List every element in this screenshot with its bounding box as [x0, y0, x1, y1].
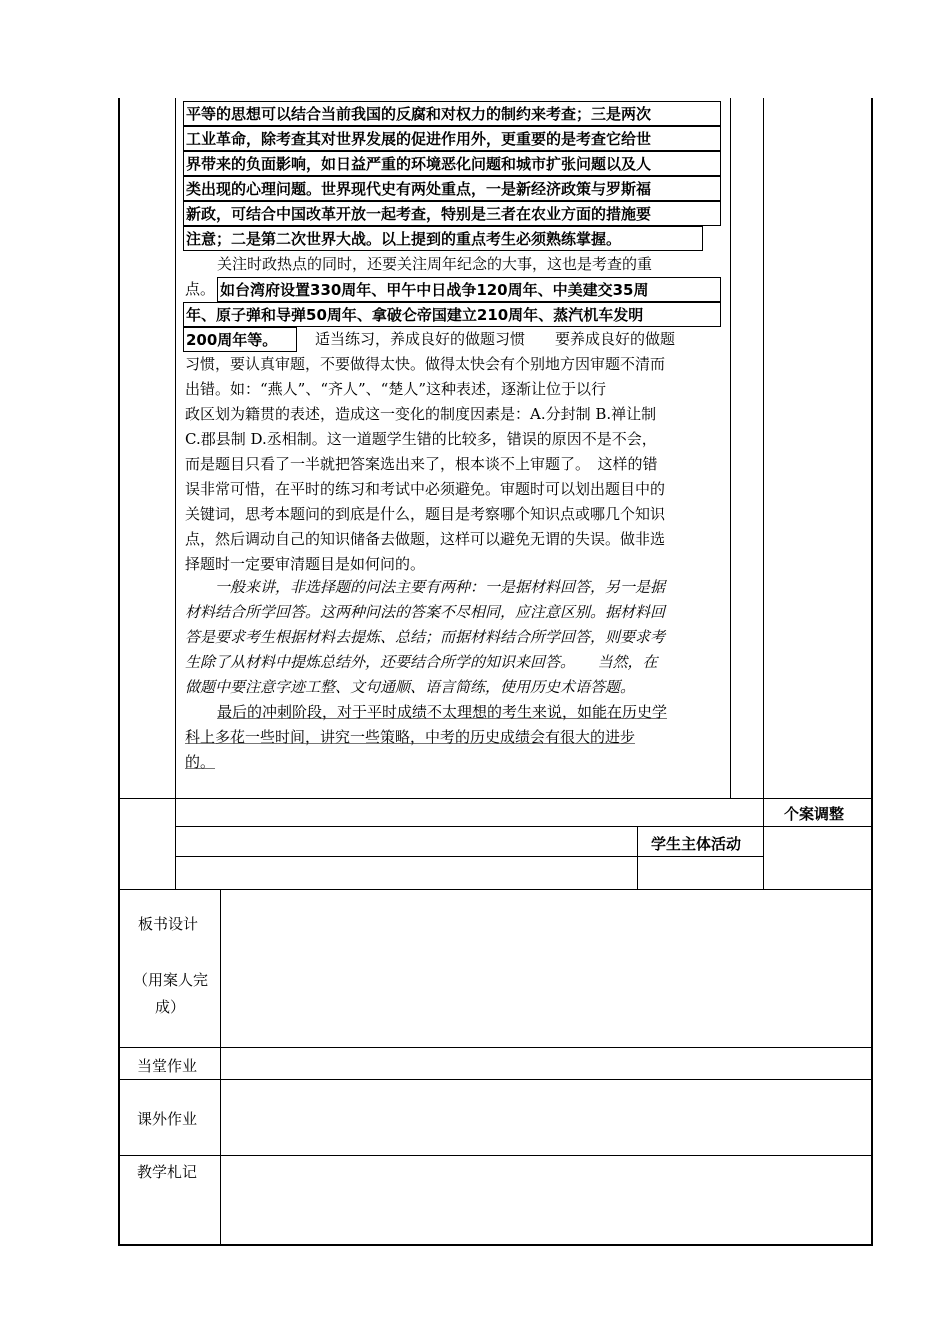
- boxed-anniversary-line-3: 200周年等。: [183, 327, 297, 352]
- paragraph-3-line: 政区划为籍贯的表述，造成这一变化的制度因素是：A.分封制 B.禅让制: [185, 405, 657, 423]
- board-design-label-3: 成）: [155, 998, 186, 1016]
- paragraph-3-line: 出错。如：“燕人”、“齐人”、“楚人”这种表述，逐渐让位于以行: [185, 380, 607, 398]
- paragraph-4-line: 做题中要注意字迹工整、文句通顺、语言简练，使用历史术语答题。: [185, 678, 636, 696]
- after-class-homework-label: 课外作业: [137, 1110, 198, 1128]
- paragraph-3-line: 误非常可惜，在平时的练习和考试中必须避免。审题时可以划出题目中的: [185, 480, 666, 498]
- paragraph-3-line: 关键词，思考本题问的到底是什么，题目是考察哪个知识点或哪几个知识: [185, 505, 666, 523]
- boxed-line: 平等的思想可以结合当前我国的反腐和对权力的制约来考查；三是两次: [183, 101, 721, 126]
- paragraph-4-line: 材料结合所学回答。这两种问法的答案不尽相同，应注意区别。据材料回: [185, 603, 666, 621]
- paragraph-3-line: 而是题目只看了一半就把答案选出来了，根本谈不上审题了。 这样的错: [185, 455, 658, 473]
- boxed-line: 新政，可结合中国改革开放一起考查，特别是三者在农业方面的措施要: [183, 201, 721, 226]
- paragraph-4-line: 生除了从材料中提炼总结外，还要结合所学的知识来回答。 当然，在: [185, 653, 658, 671]
- board-design-label: 板书设计: [138, 915, 199, 933]
- student-activity-header: 学生主体活动: [651, 835, 742, 853]
- boxed-anniversary-line-1: 如台湾府设置330周年、甲午中日战争120周年、中美建交35周: [217, 277, 721, 302]
- paragraph-3-inline: 适当练习，养成良好的做题习惯 要养成良好的做题: [315, 330, 676, 348]
- paragraph-3-line: 点，然后调动自己的知识储备去做题，这样可以避免无谓的失误。做非选: [185, 530, 666, 548]
- teaching-notes-label: 教学札记: [137, 1163, 198, 1181]
- boxed-line: 工业革命，除考查其对世界发展的促进作用外，更重要的是考查它给世: [183, 126, 721, 151]
- paragraph-3-line: C.郡县制 D.丞相制。这一道题学生错的比较多，错误的原因不是不会，: [185, 430, 657, 448]
- paragraph-5-line: 的。: [185, 753, 216, 771]
- paragraph-4: [185, 575, 665, 700]
- paragraph-4-line: 一般来讲，非选择题的问法主要有两种：一是据材料回答，另一是据: [185, 578, 666, 596]
- boxed-line: 界带来的负面影响，如日益严重的环境恶化问题和城市扩张问题以及人: [183, 151, 721, 176]
- boxed-anniversary-line-2: 年、原子弹和导弹50周年、拿破仑帝国建立210周年、蒸汽机车发明: [183, 302, 721, 327]
- board-design-label-2: （用案人完: [133, 971, 209, 989]
- paragraph-5-line: 科上多花一些时间，讲究一些策略，中考的历史成绩会有很大的进步: [185, 728, 636, 746]
- case-adjust-header: 个案调整: [784, 805, 845, 823]
- paragraph-3: [185, 352, 665, 577]
- paragraph-2-line-2: 点。: [185, 280, 216, 298]
- paragraph-3-line: 习惯，要认真审题，不要做得太快。做得太快会有个别地方因审题不清而: [185, 355, 666, 373]
- boxed-line: 类出现的心理问题。世界现代史有两处重点，一是新经济政策与罗斯福: [183, 176, 721, 201]
- paragraph-4-line: 答是要求考生根据材料去提炼、总结；而据材料结合所学回答，则要求考: [185, 628, 666, 646]
- paragraph-2-line-1: 关注时政热点的同时，还要关注周年纪念的大事，这也是考查的重: [217, 255, 653, 273]
- class-homework-label: 当堂作业: [137, 1057, 198, 1075]
- boxed-paragraph-1: [183, 101, 721, 251]
- boxed-line: 注意；二是第二次世界大战。以上提到的重点考生必须熟练掌握。: [183, 226, 703, 251]
- paragraph-3-line: 择题时一定要审清题目是如何问的。: [185, 555, 426, 573]
- paragraph-5-line: 最后的冲刺阶段，对于平时成绩不太理想的考生来说，如能在历史学: [217, 703, 668, 721]
